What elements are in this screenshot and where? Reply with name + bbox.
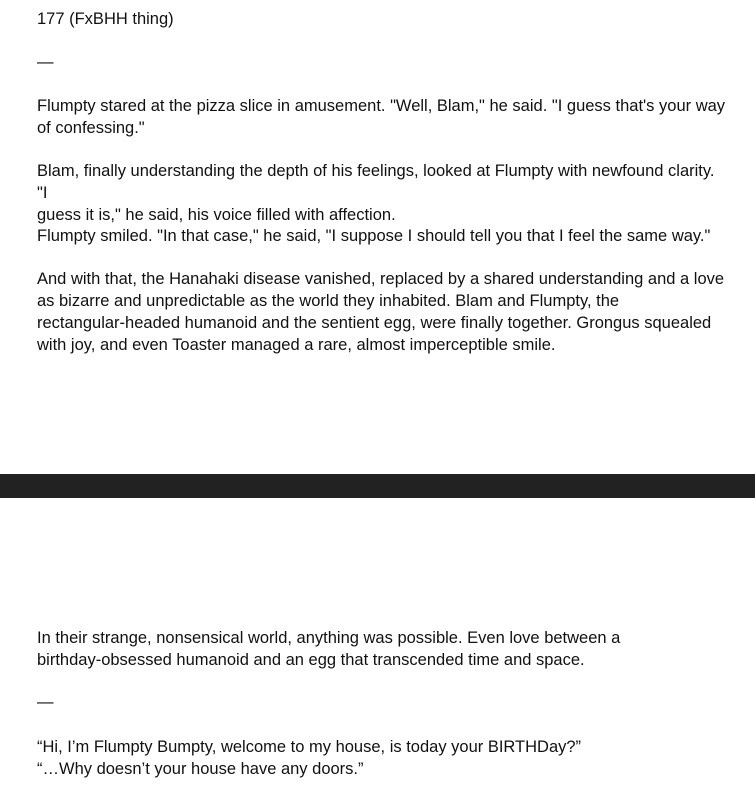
paragraph-confession: Flumpty stared at the pizza slice in amusement. "Well, Blam," he said. "I guess that's your way of confessing." [37,97,726,137]
chapter-heading: 177 (FxBHH thing) [37,10,174,28]
paragraph-flumpty-smiled: Flumpty smiled. "In that case," he said, "I suppose I should tell you that I feel the same way." [37,227,711,245]
section-separator: — [37,53,54,71]
page-divider-bar [0,474,755,498]
dialogue-line-doors: “…Why doesn’t your house have any doors.” [37,760,364,778]
dialogue-line-birthday: “Hi, I’m Flumpty Bumpty, welcome to my house, is today your BIRTHDay?” [37,738,582,756]
section-separator-bottom: — [37,693,54,711]
paragraph-blam-understanding: Blam, finally understanding the depth of his feelings, looked at Flumpty with newfound clarity. "I guess it is," he said, his voice filled with affection. [37,162,715,224]
paragraph-together: And with that, the Hanahaki disease vanished, replaced by a shared understanding and a love as bizarre and unpredictable as the world they inhabited. Blam and Flumpty, the rectangular-headed humanoid and the sentient egg, were finally together. Grongus squealed with joy, and even Toaster managed a rare, almost imperceptible smile. [37,270,725,354]
paragraph-strange-world: In their strange, nonsensical world, anything was possible. Even love between a birthday-obsessed humanoid and an egg that transcended time and space. [37,629,621,669]
